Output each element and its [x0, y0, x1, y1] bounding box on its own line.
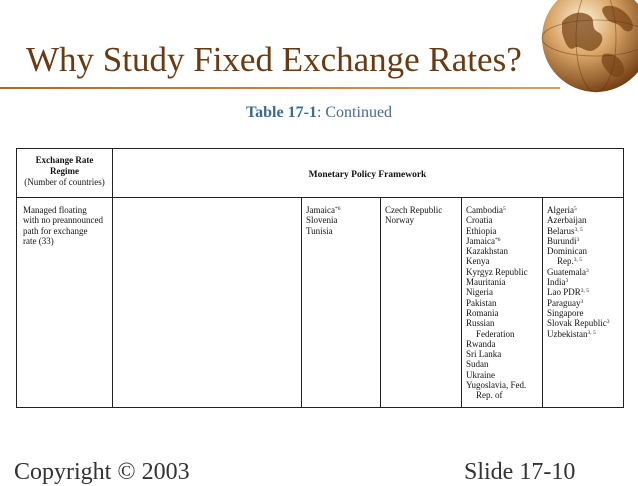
country-entry — [466, 246, 528, 256]
country-name: Yugoslavia, Fed. — [466, 380, 527, 391]
country-entry — [547, 226, 610, 236]
framework-column-2 — [385, 205, 442, 226]
country-entry — [466, 236, 528, 246]
country-entry — [466, 390, 528, 400]
country-entry — [385, 215, 442, 225]
country-entry — [547, 277, 610, 287]
country-name: Dominican — [547, 246, 587, 257]
country-name: Kenya — [466, 256, 490, 267]
country-name: Kyrgyz Republic — [466, 266, 528, 277]
country-name: Paraguay — [547, 297, 581, 308]
regime-header-line3: (Number of countries) — [24, 177, 105, 187]
country-entry — [466, 277, 528, 287]
header-divider — [17, 197, 623, 198]
country-name: Burundi — [547, 235, 577, 246]
country-entry — [466, 298, 528, 308]
country-name: Belarus — [547, 225, 575, 236]
country-entry — [547, 246, 610, 256]
country-name: Jamaica — [466, 235, 495, 246]
country-entry — [306, 205, 340, 215]
regime-cell — [23, 205, 109, 246]
footnote-marker: 3, 5 — [574, 226, 583, 233]
framework-header: Monetary Policy Framework — [308, 170, 427, 180]
column-divider-2 — [380, 197, 381, 407]
footnote-marker: *6 — [494, 236, 501, 243]
country-name: Nigeria — [466, 287, 493, 298]
footnote-marker: 3 — [606, 319, 610, 326]
framework-column-1 — [306, 205, 340, 236]
footnote-marker: 5 — [503, 206, 506, 212]
footnote-marker: 3, 5 — [587, 329, 596, 336]
country-entry — [466, 318, 528, 328]
country-entry — [466, 308, 528, 318]
framework-column-3 — [466, 205, 528, 401]
country-name: Rep. — [557, 256, 574, 267]
column-divider-1 — [301, 197, 302, 407]
title-underline — [0, 87, 560, 89]
country-name: Azerbaijan — [547, 215, 587, 226]
country-name: Rep. of — [476, 390, 503, 401]
country-name: Algeria — [547, 205, 574, 215]
country-entry — [466, 256, 528, 266]
column-divider-3 — [461, 197, 462, 407]
country-entry — [466, 329, 528, 339]
footnote-marker: 3 — [580, 298, 584, 305]
country-name: Pakistan — [466, 297, 497, 308]
country-entry — [306, 226, 340, 236]
copyright-footer: Copyright © 2003 — [14, 459, 190, 485]
regime-header — [17, 155, 112, 188]
country-entry — [547, 205, 610, 215]
country-name: Ukraine — [466, 369, 495, 380]
country-entry — [306, 215, 340, 225]
country-name: Federation — [476, 328, 515, 339]
table-number: Table 17-1 — [245, 104, 317, 121]
country-entry — [385, 205, 442, 215]
country-entry — [466, 287, 528, 297]
country-entry — [547, 308, 610, 318]
country-name: Slovak Republic — [547, 318, 607, 329]
footnote-marker: 3, 5 — [580, 288, 589, 295]
country-name: Russian — [466, 318, 495, 329]
country-name: Uzbekistan — [547, 328, 588, 339]
regime-header-line1: Exchange Rate — [35, 155, 94, 165]
footnote-marker: 3 — [585, 267, 589, 274]
country-name: India — [547, 277, 566, 288]
country-entry — [466, 226, 528, 236]
country-entry — [466, 359, 528, 369]
country-entry — [466, 339, 528, 349]
country-name: Czech Republic — [385, 205, 443, 215]
table-caption — [0, 104, 638, 122]
country-name: Lao PDR — [547, 287, 581, 298]
country-name: Singapore — [547, 307, 584, 318]
slide-number-footer: Slide 17-10 — [464, 459, 576, 485]
footnote-marker: 3 — [565, 278, 569, 285]
country-entry — [547, 215, 610, 225]
regime-line: Managed floating — [23, 205, 87, 215]
country-entry — [466, 380, 528, 390]
country-entry — [466, 205, 528, 215]
country-entry — [547, 256, 610, 266]
country-entry — [466, 215, 528, 225]
regime-column-divider — [112, 149, 113, 407]
slide-title: Why Study Fixed Exchange Rates? — [26, 40, 522, 79]
country-name: Slovenia — [306, 215, 338, 226]
regime-header-line2: Regime — [50, 166, 79, 176]
country-name: Sri Lanka — [466, 349, 502, 360]
regime-line: path for exchange — [23, 225, 88, 236]
country-name: Jamaica — [306, 205, 335, 215]
footnote-marker: 3 — [576, 236, 580, 243]
country-entry — [547, 267, 610, 277]
country-name: Norway — [385, 215, 414, 226]
footnote-marker: 5 — [574, 206, 577, 212]
table-caption-suffix: : Continued — [316, 104, 393, 121]
country-entry — [547, 287, 610, 297]
footnote-marker: 3, 5 — [573, 257, 582, 264]
country-name: Croatia — [466, 215, 493, 226]
country-entry — [466, 370, 528, 380]
country-entry — [466, 349, 528, 359]
country-name: Rwanda — [466, 338, 496, 349]
country-name: Mauritania — [466, 277, 506, 288]
country-entry — [466, 267, 528, 277]
country-name: Ethiopia — [466, 225, 497, 236]
framework-column-4 — [547, 205, 610, 339]
country-name: Kazakhstan — [466, 246, 508, 257]
country-entry — [547, 329, 610, 339]
globe-icon — [540, 0, 638, 94]
country-name: Tunisia — [306, 225, 333, 236]
country-entry — [547, 298, 610, 308]
country-entry — [547, 236, 610, 246]
country-name: Romania — [466, 307, 499, 318]
regime-line: with no preannounced — [23, 215, 103, 226]
regime-line: rate (33) — [23, 235, 54, 246]
country-entry — [547, 318, 610, 328]
footnote-marker: *6 — [334, 206, 341, 212]
country-name: Sudan — [466, 359, 489, 370]
country-name: Cambodia — [466, 205, 503, 215]
column-divider-4 — [542, 197, 543, 407]
exchange-rate-table — [16, 148, 624, 408]
country-name: Guatemala — [547, 266, 586, 277]
